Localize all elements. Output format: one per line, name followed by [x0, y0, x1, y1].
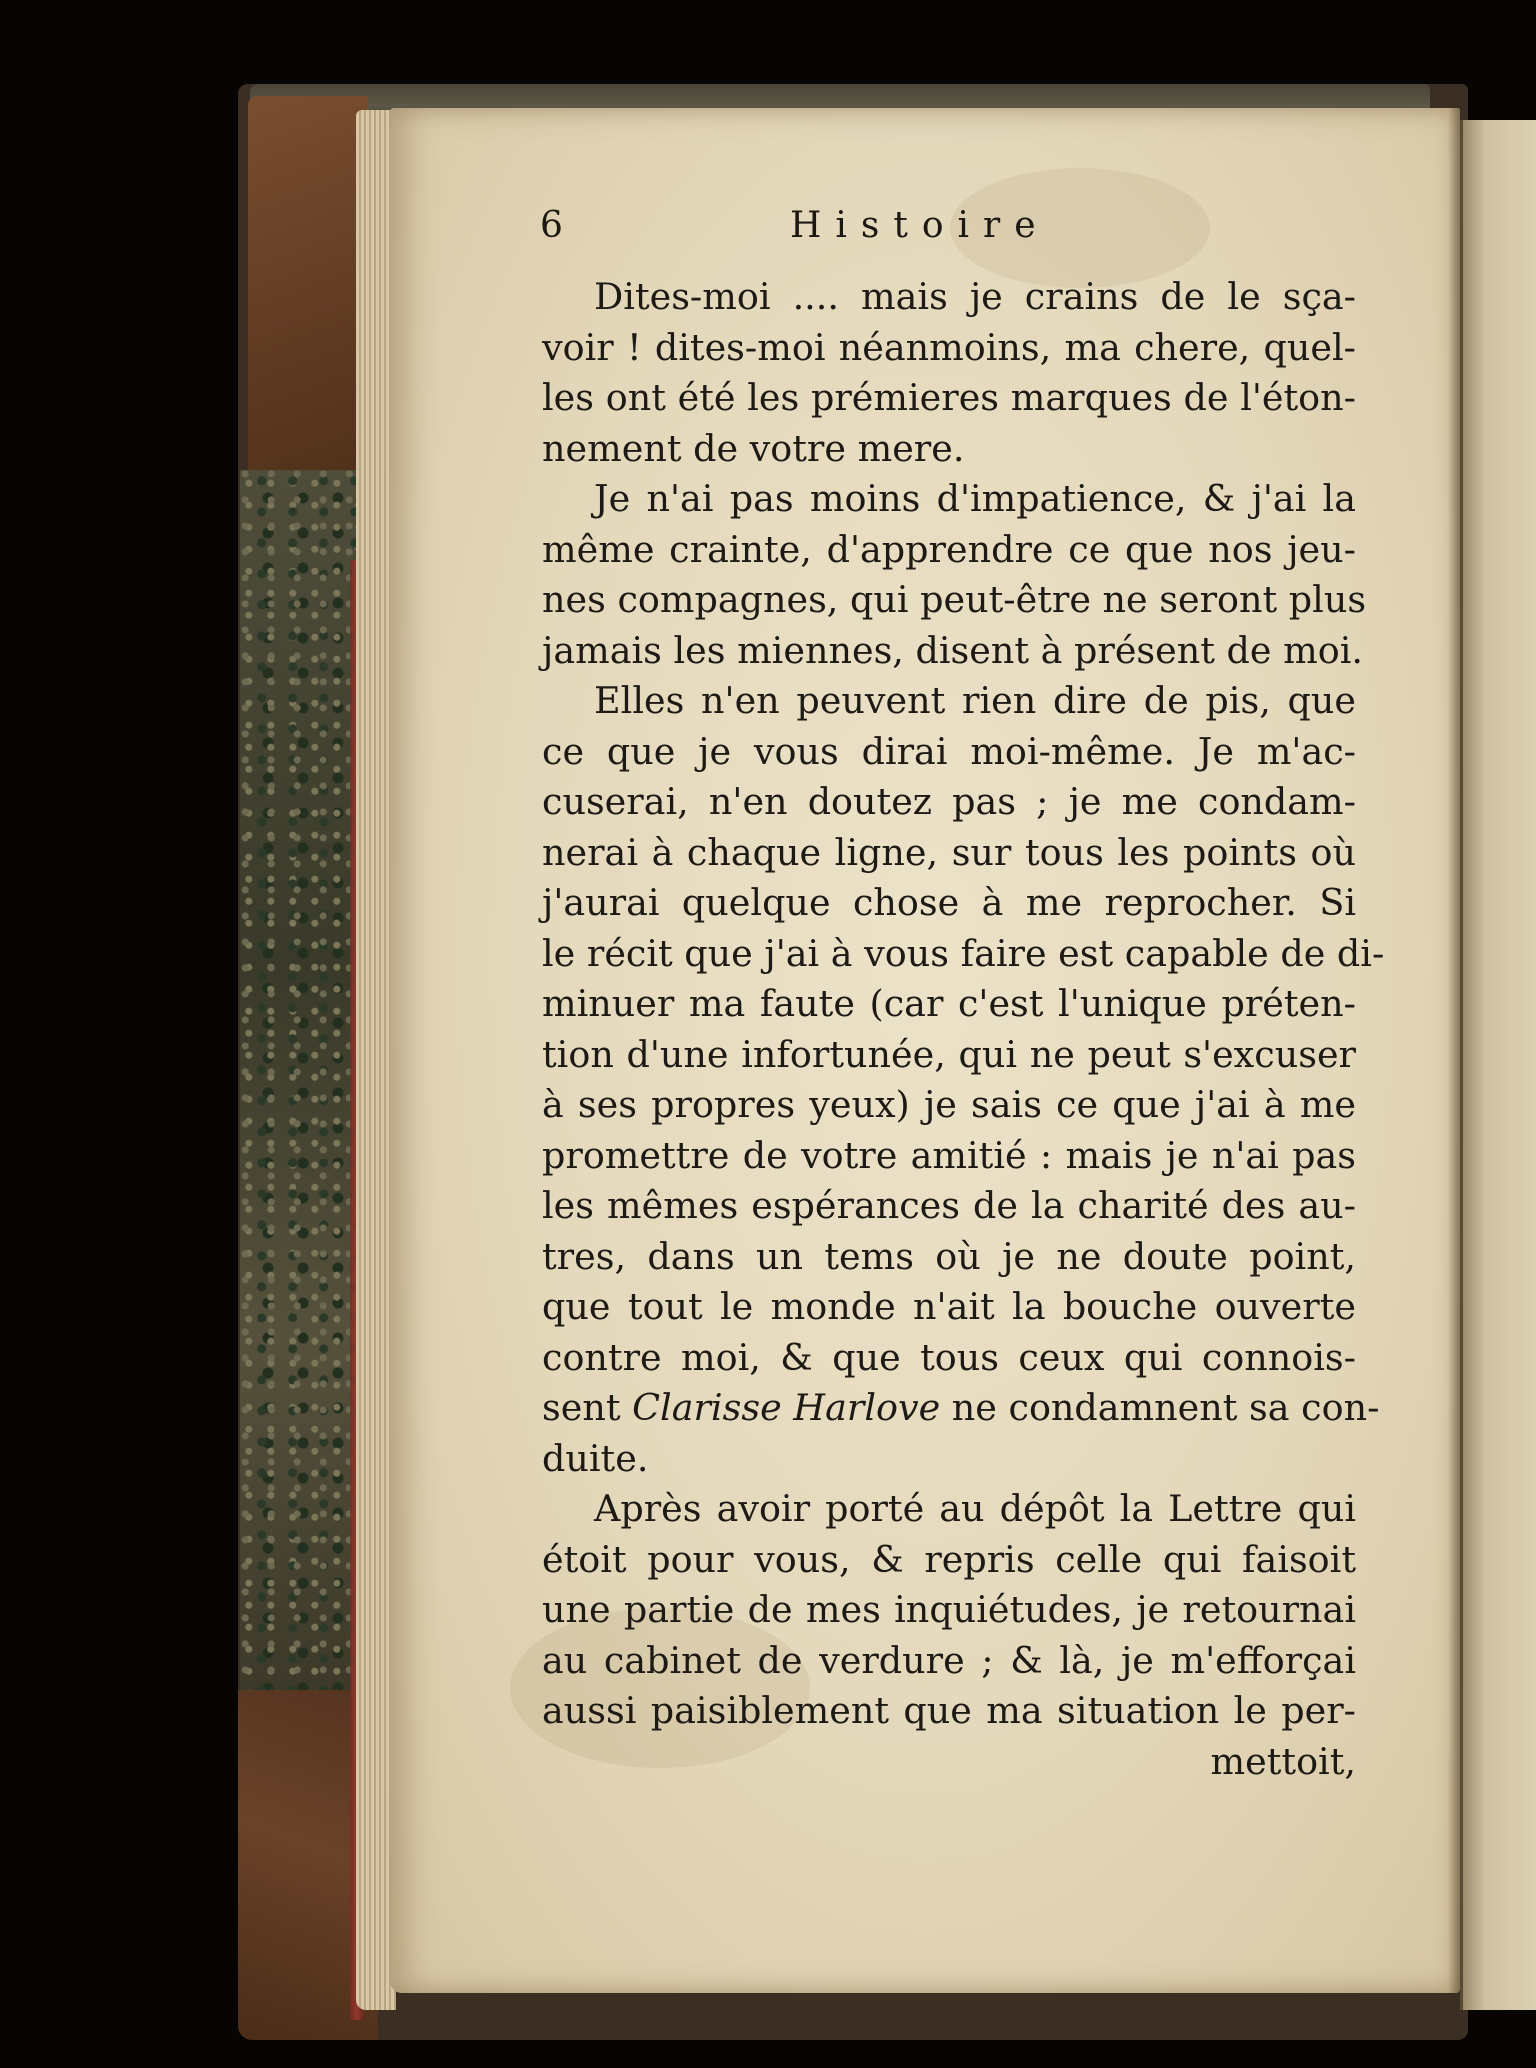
text-line: duite.	[542, 1436, 649, 1480]
character-name: Clarisse Harlove	[632, 1386, 941, 1429]
text-line: jamais les miennes, disent à présent de moi.	[542, 628, 1363, 672]
page-number: 6	[540, 205, 563, 246]
page-text	[542, 272, 1385, 1787]
text-line: tres, dans un tems où je ne doute point,	[542, 1234, 1356, 1278]
text-line: que tout le monde n'ait la bouche ouverte	[542, 1285, 1356, 1328]
text-line: Après avoir porté au dépôt la Lettre qui	[594, 1487, 1356, 1530]
page-header	[540, 205, 1360, 265]
text-line: cuserai, n'en doutez pas ; je me condam-	[542, 780, 1356, 823]
text-line: Je n'ai pas moins d'impatience, & j'ai la	[594, 477, 1356, 520]
running-title: Histoire	[790, 205, 1050, 246]
text-line: ce que je vous dirai moi-même. Je m'ac-	[542, 729, 1356, 773]
text-line-with-name	[542, 1383, 1380, 1434]
text-line: tion d'une infortunée, qui ne peut s'excuser	[542, 1032, 1356, 1076]
text-line: nerai à chaque ligne, sur tous les points où	[542, 830, 1356, 874]
text-line: nes compagnes, qui peut-être ne seront plus	[542, 578, 1367, 621]
facing-page	[1460, 120, 1536, 2010]
text-line: voir ! dites-moi néanmoins, ma chere, quel-	[542, 325, 1356, 369]
text-line: le récit que j'ai à vous faire est capable de di-	[542, 931, 1385, 975]
text-line: Elles n'en peuvent rien dire de pis, que	[594, 679, 1356, 722]
text-line: au cabinet de verdure ; & là, je m'efforçai	[542, 1638, 1356, 1682]
text-line: contre moi, & que tous ceux qui connois-	[542, 1335, 1356, 1379]
text-line: j'aurai quelque chose à me reprocher. Si	[542, 881, 1356, 924]
text-line: promettre de votre amitié : mais je n'ai pas	[542, 1133, 1356, 1177]
text-line: minuer ma faute (car c'est l'unique préten-	[542, 982, 1356, 1025]
text-fragment: ne condamnent sa con-	[951, 1386, 1380, 1429]
text-line: nement de votre mere.	[542, 426, 965, 470]
text-line: même crainte, d'apprendre ce que nos jeu-	[542, 527, 1356, 571]
text-fragment: sent	[542, 1386, 621, 1429]
text-line: les ont été les prémieres marques de l'éton-	[542, 376, 1356, 419]
text-line: à ses propres yeux) je sais ce que j'ai à me	[542, 1083, 1356, 1126]
text-line: étoit pour vous, & repris celle qui faisoit	[542, 1537, 1356, 1581]
text-line: Dites-moi .... mais je crains de le sça-	[594, 275, 1356, 318]
text-line: une partie de mes inquiétudes, je retournai	[542, 1588, 1356, 1631]
text-line: aussi paisiblement que ma situation le per-	[542, 1689, 1356, 1732]
text-line: les mêmes espérances de la charité des au-	[542, 1184, 1356, 1227]
catchword: mettoit,	[1210, 1739, 1356, 1783]
